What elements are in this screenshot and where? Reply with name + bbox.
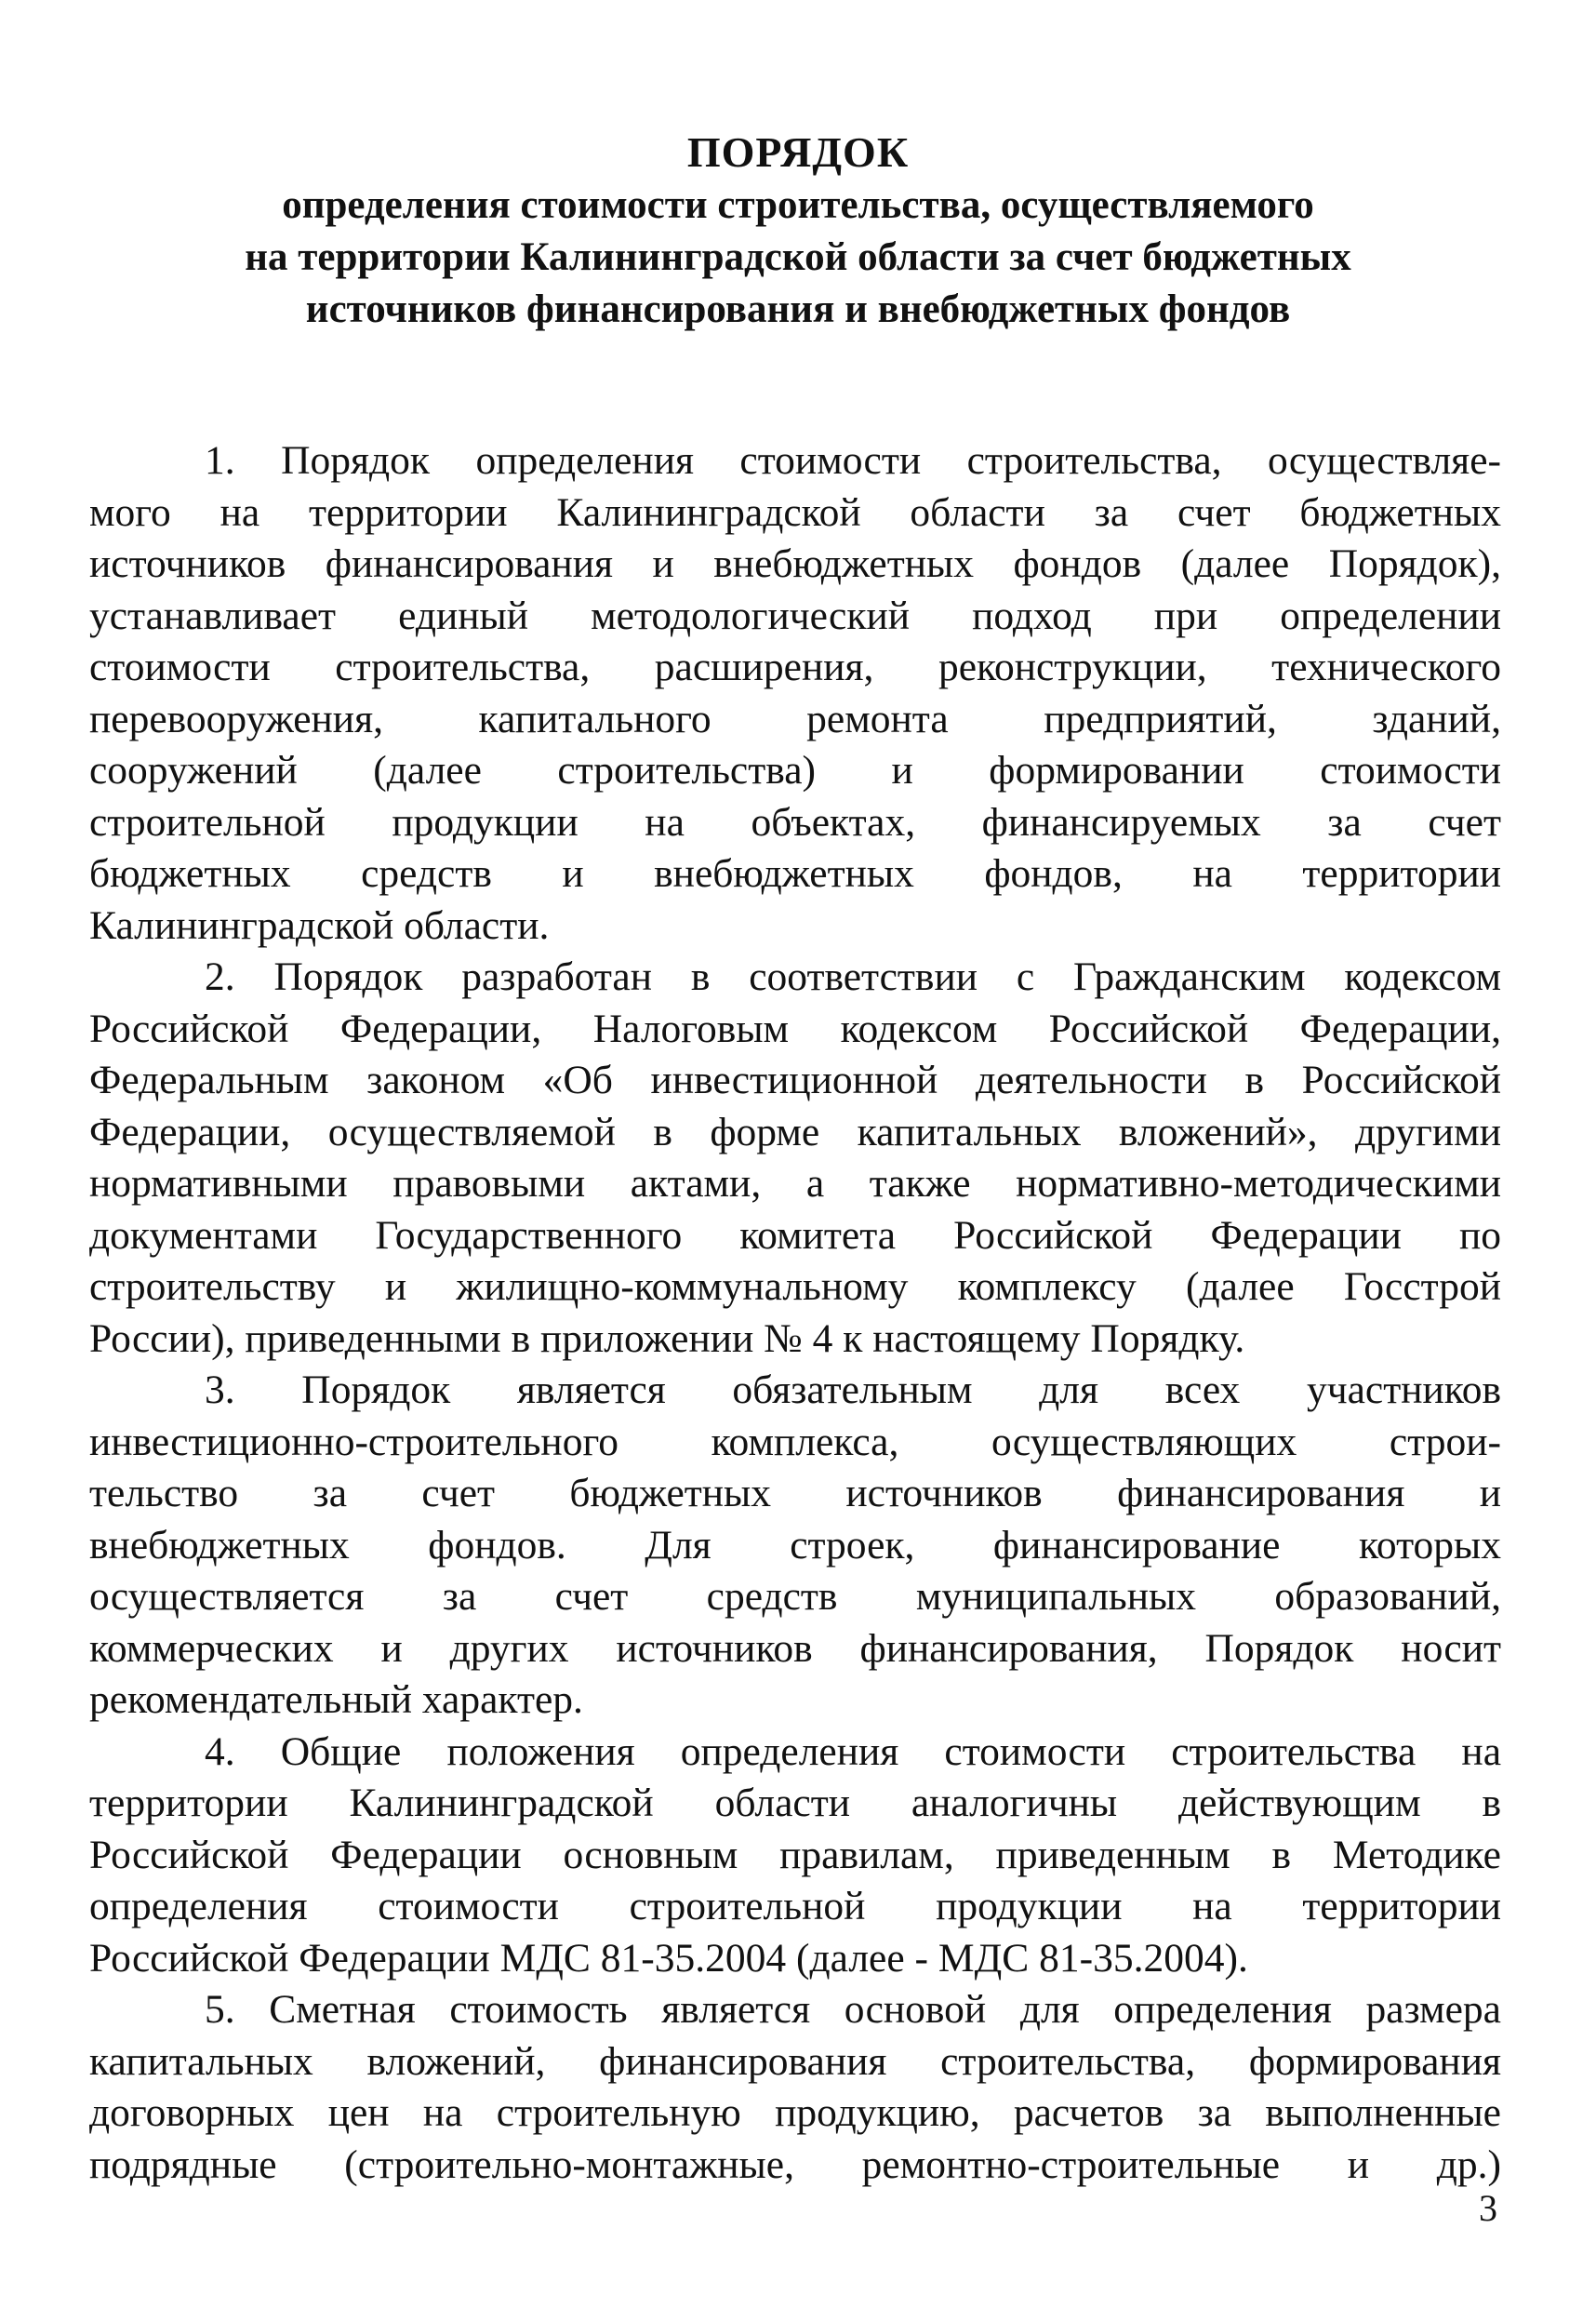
document-subtitle-line: источников финансирования и внебюджетных фондов bbox=[305, 287, 1291, 331]
paragraph-line: источников финансирования и внебюджетных фондов (далее Порядок), bbox=[89, 541, 1501, 586]
paragraph-line: России), приведенными в приложении № 4 к настоящему Порядку. bbox=[89, 1315, 1245, 1361]
paragraph-line: договорных цен на строительную продукцию, расчетов за выполненные bbox=[89, 2090, 1501, 2135]
paragraph-line: 3. Порядок является обязательным для всех участников bbox=[205, 1367, 1501, 1412]
document-subtitle-line: на территории Калининградской области за счет бюджетных bbox=[245, 235, 1351, 279]
paragraph-line: Калининградской области. bbox=[89, 902, 550, 948]
document-subtitle-line: определения стоимости строительства, осуществляемого bbox=[282, 183, 1314, 227]
paragraph-1 bbox=[89, 435, 1501, 952]
paragraph-line: Федеральным законом «Об инвестиционной деятельности в Российской bbox=[89, 1058, 1501, 1102]
paragraph-4 bbox=[89, 1727, 1501, 1985]
paragraph-line: подрядные (строительно-монтажные, ремонтно-строительные и др.) bbox=[89, 2141, 1501, 2187]
paragraph-line: 2. Порядок разработан в соответствии с Гражданским кодексом bbox=[205, 954, 1501, 999]
document-title: ПОРЯДОК bbox=[686, 128, 910, 176]
paragraph-line: Российской Федерации основным правилам, приведенным в Методике bbox=[89, 1832, 1501, 1877]
paragraph-line: определения стоимости строительной продукции на территории bbox=[89, 1884, 1501, 1928]
paragraph-5 bbox=[89, 1984, 1501, 2191]
paragraph-line: бюджетных средств и внебюджетных фондов, на территории bbox=[89, 851, 1501, 896]
paragraph-line: инвестиционно-строительного комплекса, осуществляющих строи- bbox=[89, 1419, 1501, 1464]
paragraph-2 bbox=[89, 952, 1501, 1365]
paragraph-line: стоимости строительства, расширения, реконструкции, технического bbox=[89, 645, 1501, 689]
paragraph-line: коммерческих и других источников финансирования, Порядок носит bbox=[89, 1625, 1501, 1671]
paragraph-line: устанавливает единый методологический подход при определении bbox=[89, 593, 1501, 638]
page-number: 3 bbox=[1479, 2187, 1497, 2229]
paragraph-line: документами Государственного комитета Российской Федерации по bbox=[89, 1212, 1501, 1258]
paragraph-line: территории Калининградской области аналогичны действующим в bbox=[89, 1781, 1501, 1825]
paragraph-line: нормативными правовыми актами, а также нормативно-методическими bbox=[89, 1161, 1501, 1206]
paragraph-line: рекомендательный характер. bbox=[89, 1677, 583, 1722]
paragraph-3 bbox=[89, 1365, 1501, 1727]
paragraph-line: Российской Федерации, Налоговым кодексом Российской Федерации, bbox=[89, 1006, 1501, 1051]
paragraph-line: строительной продукции на объектах, финансируемых за счет bbox=[89, 799, 1501, 845]
paragraph-line: перевооружения, капитального ремонта предприятий, зданий, bbox=[89, 696, 1501, 741]
document-header bbox=[0, 126, 1596, 336]
paragraph-line: мого на территории Калининградской области за счет бюджетных bbox=[89, 489, 1501, 535]
paragraph-line: Федерации, осуществляемой в форме капитальных вложений», другими bbox=[89, 1109, 1501, 1154]
paragraph-line: внебюджетных фондов. Для строек, финансирование которых bbox=[89, 1522, 1501, 1568]
paragraph-line: сооружений (далее строительства) и формировании стоимости bbox=[89, 748, 1501, 793]
paragraph-line: тельство за счет бюджетных источников финансирования и bbox=[89, 1471, 1501, 1515]
paragraph-line: Российской Федерации МДС 81-35.2004 (далее - МДС 81-35.2004). bbox=[89, 1935, 1248, 1981]
paragraph-line: 1. Порядок определения стоимости строительства, осуществляе- bbox=[205, 438, 1501, 483]
paragraph-line: 4. Общие положения определения стоимости строительства на bbox=[205, 1728, 1501, 1774]
paragraph-line: строительству и жилищно-коммунальному комплексу (далее Госстрой bbox=[89, 1264, 1501, 1309]
paragraph-line: осуществляется за счет средств муниципальных образований, bbox=[89, 1574, 1501, 1619]
paragraph-line: 5. Сметная стоимость является основой для определения размера bbox=[205, 1987, 1501, 2032]
paragraph-line: капитальных вложений, финансирования строительства, формирования bbox=[89, 2038, 1501, 2084]
document-body bbox=[89, 435, 1501, 2191]
